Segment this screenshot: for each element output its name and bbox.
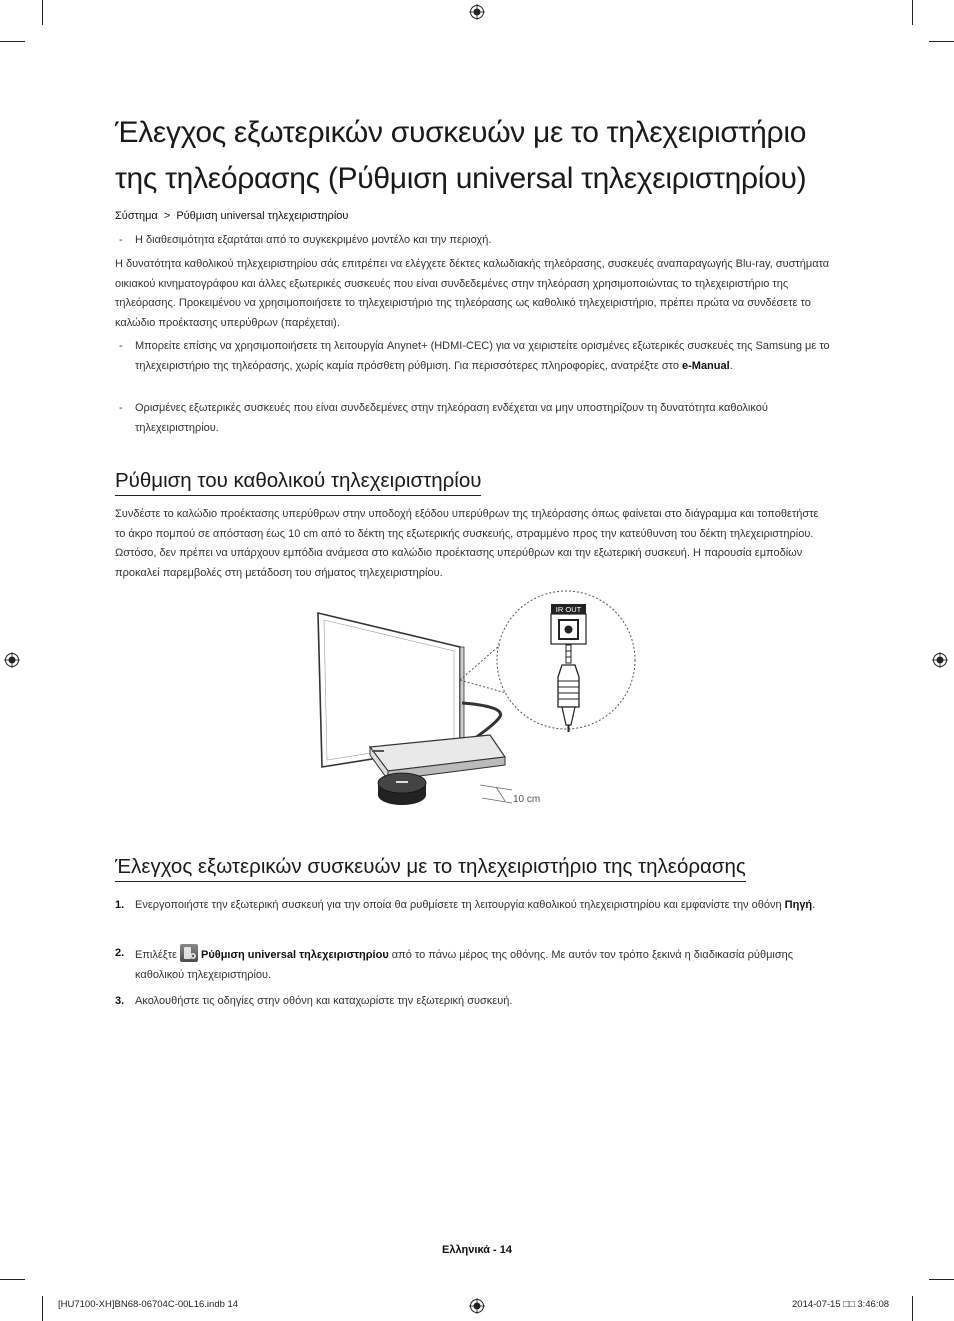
step-text-start: Ενεργοποιήστε την εξωτερική συσκευή για την οποία θα ρυθμίσετε τη λειτουργία καθολικού τηλεχειριστηρίου και εμφανίστε την οθόνη xyxy=(135,899,785,911)
note-dash: - xyxy=(119,340,123,352)
breadcrumb xyxy=(115,207,348,226)
crop-mark xyxy=(0,41,25,42)
universal-remote-setup-icon xyxy=(180,944,198,962)
step-item xyxy=(115,992,840,1012)
compatibility-note xyxy=(115,399,830,438)
step-number: 2. xyxy=(115,947,125,959)
crop-mark xyxy=(912,0,913,25)
intro-paragraph: Η δυνατότητα καθολικού τηλεχειριστηρίου σάς επιτρέπει να ελέγχετε δέκτες καλωδιακής τηλεόρασης, συσκευές αναπαραγωγής Blu-ray, συστήματα οικιακού κινηματογράφου και άλλες εξωτερικές συσκευές που είναι συνδεδεμένες στην τηλεόραση χρησιμοποιώντας το τηλεχειριστήριο της τηλεόρασης. Προκειμένου να χρησιμοποιήσετε το τηλεχειριστήριο της τηλεόρασης ως καθολικό τηλεχειριστήριο, πρέπει πρώτα να συνδέσετε το καλώδιο προέκτασης υπερύθρων (παρέχεται). xyxy=(115,258,830,329)
step-item xyxy=(115,896,840,916)
step-text xyxy=(135,944,840,985)
step-text-start: Επιλέξτε xyxy=(135,949,181,961)
print-date-info: 2014-07-15 □□ 3:46:08 xyxy=(792,1299,890,1310)
availability-note-text: Η διαθεσιμότητα εξαρτάται από το συγκεκριμένο μοντέλο και την περιοχή. xyxy=(135,234,492,246)
breadcrumb-item-system: Σύστημα xyxy=(115,210,158,222)
step-number: 3. xyxy=(115,995,125,1007)
anynet-note-text-start: Μπορείτε επίσης να χρησιμοποιήσετε τη λειτουργία Anynet+ (HDMI-CEC) για να χειριστείτε ορισμένες εξωτερικές συσκευές της Samsung με το τηλεχειριστήριο της τηλεόρασης, χωρίς καμία πρόσθετη ρύθμιση. Για περισσότερες πληροφορίες, ανατρέξτε στο xyxy=(135,340,830,372)
step-text xyxy=(135,896,840,916)
registration-mark-icon xyxy=(932,652,948,668)
page-title xyxy=(115,110,875,202)
ir-blaster-illustration xyxy=(378,773,426,805)
setup-paragraph: Συνδέστε το καλώδιο προέκτασης υπερύθρων στην υποδοχή εξόδου υπερύθρων της τηλεόρασης όπως φαίνεται στο διάγραμμα και τοποθετήστε το άκρο πομπού σε απόσταση έως 10 cm από το δέκτη της εξωτερικής συσκευής, στραμμένο προς την κατεύθυνση του δέκτη τηλεχειριστηρίου. Ωστόσο, δεν πρέπει να υπάρχουν εμπόδια ανάμεσα στο καλώδιο προέκτασης υπερύθρων και την εξωτερική συσκευή. Η παρουσία εμποδίων προκαλεί παρεμβολές στη μετάδοση του σήματος τηλεχειριστηρίου. xyxy=(115,508,819,579)
registration-mark-icon xyxy=(469,1298,485,1314)
jack-plug-illustration xyxy=(558,645,579,732)
crop-mark xyxy=(42,1296,43,1321)
section-heading-control: Έλεγχος εξωτερικών συσκευών με το τηλεχειριστήριο της τηλεόρασης xyxy=(115,853,746,882)
page-title-line1: Έλεγχος εξωτερικών συσκευών με το τηλεχειριστήριο xyxy=(115,116,807,149)
universal-remote-setup-label: Ρύθμιση universal τηλεχειριστηρίου xyxy=(201,949,389,961)
source-menu-label: Πηγή xyxy=(784,899,813,911)
step-text-end: . xyxy=(812,899,816,911)
crop-mark xyxy=(0,1279,25,1280)
distance-label: 10 cm xyxy=(513,794,541,805)
anynet-note-text xyxy=(135,337,830,376)
crop-mark xyxy=(912,1296,913,1321)
breadcrumb-separator: > xyxy=(163,210,171,222)
connection-diagram xyxy=(300,585,645,815)
crop-mark xyxy=(929,1279,954,1280)
compatibility-note-text: Ορισμένες εξωτερικές συσκευές που είναι συνδεδεμένες στην τηλεόραση ενδέχεται να μην υποστηρίζουν τη δυνατότητα καθολικού τηλεχειριστηρίου. xyxy=(135,402,768,434)
note-dash: - xyxy=(119,234,123,246)
registration-mark-icon xyxy=(4,652,20,668)
crop-mark xyxy=(929,41,954,42)
anynet-note-text-end: . xyxy=(729,359,733,372)
page-title-line2: της τηλεόρασης (Ρύθμιση universal τηλεχειριστηρίου) xyxy=(115,162,807,195)
section-heading-setup: Ρύθμιση του καθολικού τηλεχειριστηρίου xyxy=(115,467,481,496)
anynet-note xyxy=(115,337,830,376)
ir-out-label: IR OUT xyxy=(555,605,582,614)
breadcrumb-item-universal-remote: Ρύθμιση universal τηλεχειριστηρίου xyxy=(176,210,349,222)
print-file-info: [HU7100-XH]BN68-06704C-00L16.indb 14 xyxy=(58,1299,239,1310)
crop-mark xyxy=(42,0,43,25)
step-number: 1. xyxy=(115,899,125,911)
registration-mark-icon xyxy=(469,4,485,20)
step-text: Ακολουθήστε τις οδηγίες στην οθόνη και καταχωρίστε την εξωτερική συσκευή. xyxy=(135,995,513,1007)
e-manual-link[interactable]: e-Manual xyxy=(682,359,730,372)
note-dash: - xyxy=(119,402,123,414)
availability-note xyxy=(115,231,830,251)
page-number: Ελληνικά - 14 xyxy=(441,1244,512,1256)
distance-indicator xyxy=(480,785,512,803)
step-text-end: από το πάνω μέρος της οθόνης. Με αυτόν τον τρόπο ξεκινά η διαδικασία ρύθμισης καθολικού τηλεχειριστηρίου. xyxy=(135,949,794,981)
step-item xyxy=(115,944,840,985)
